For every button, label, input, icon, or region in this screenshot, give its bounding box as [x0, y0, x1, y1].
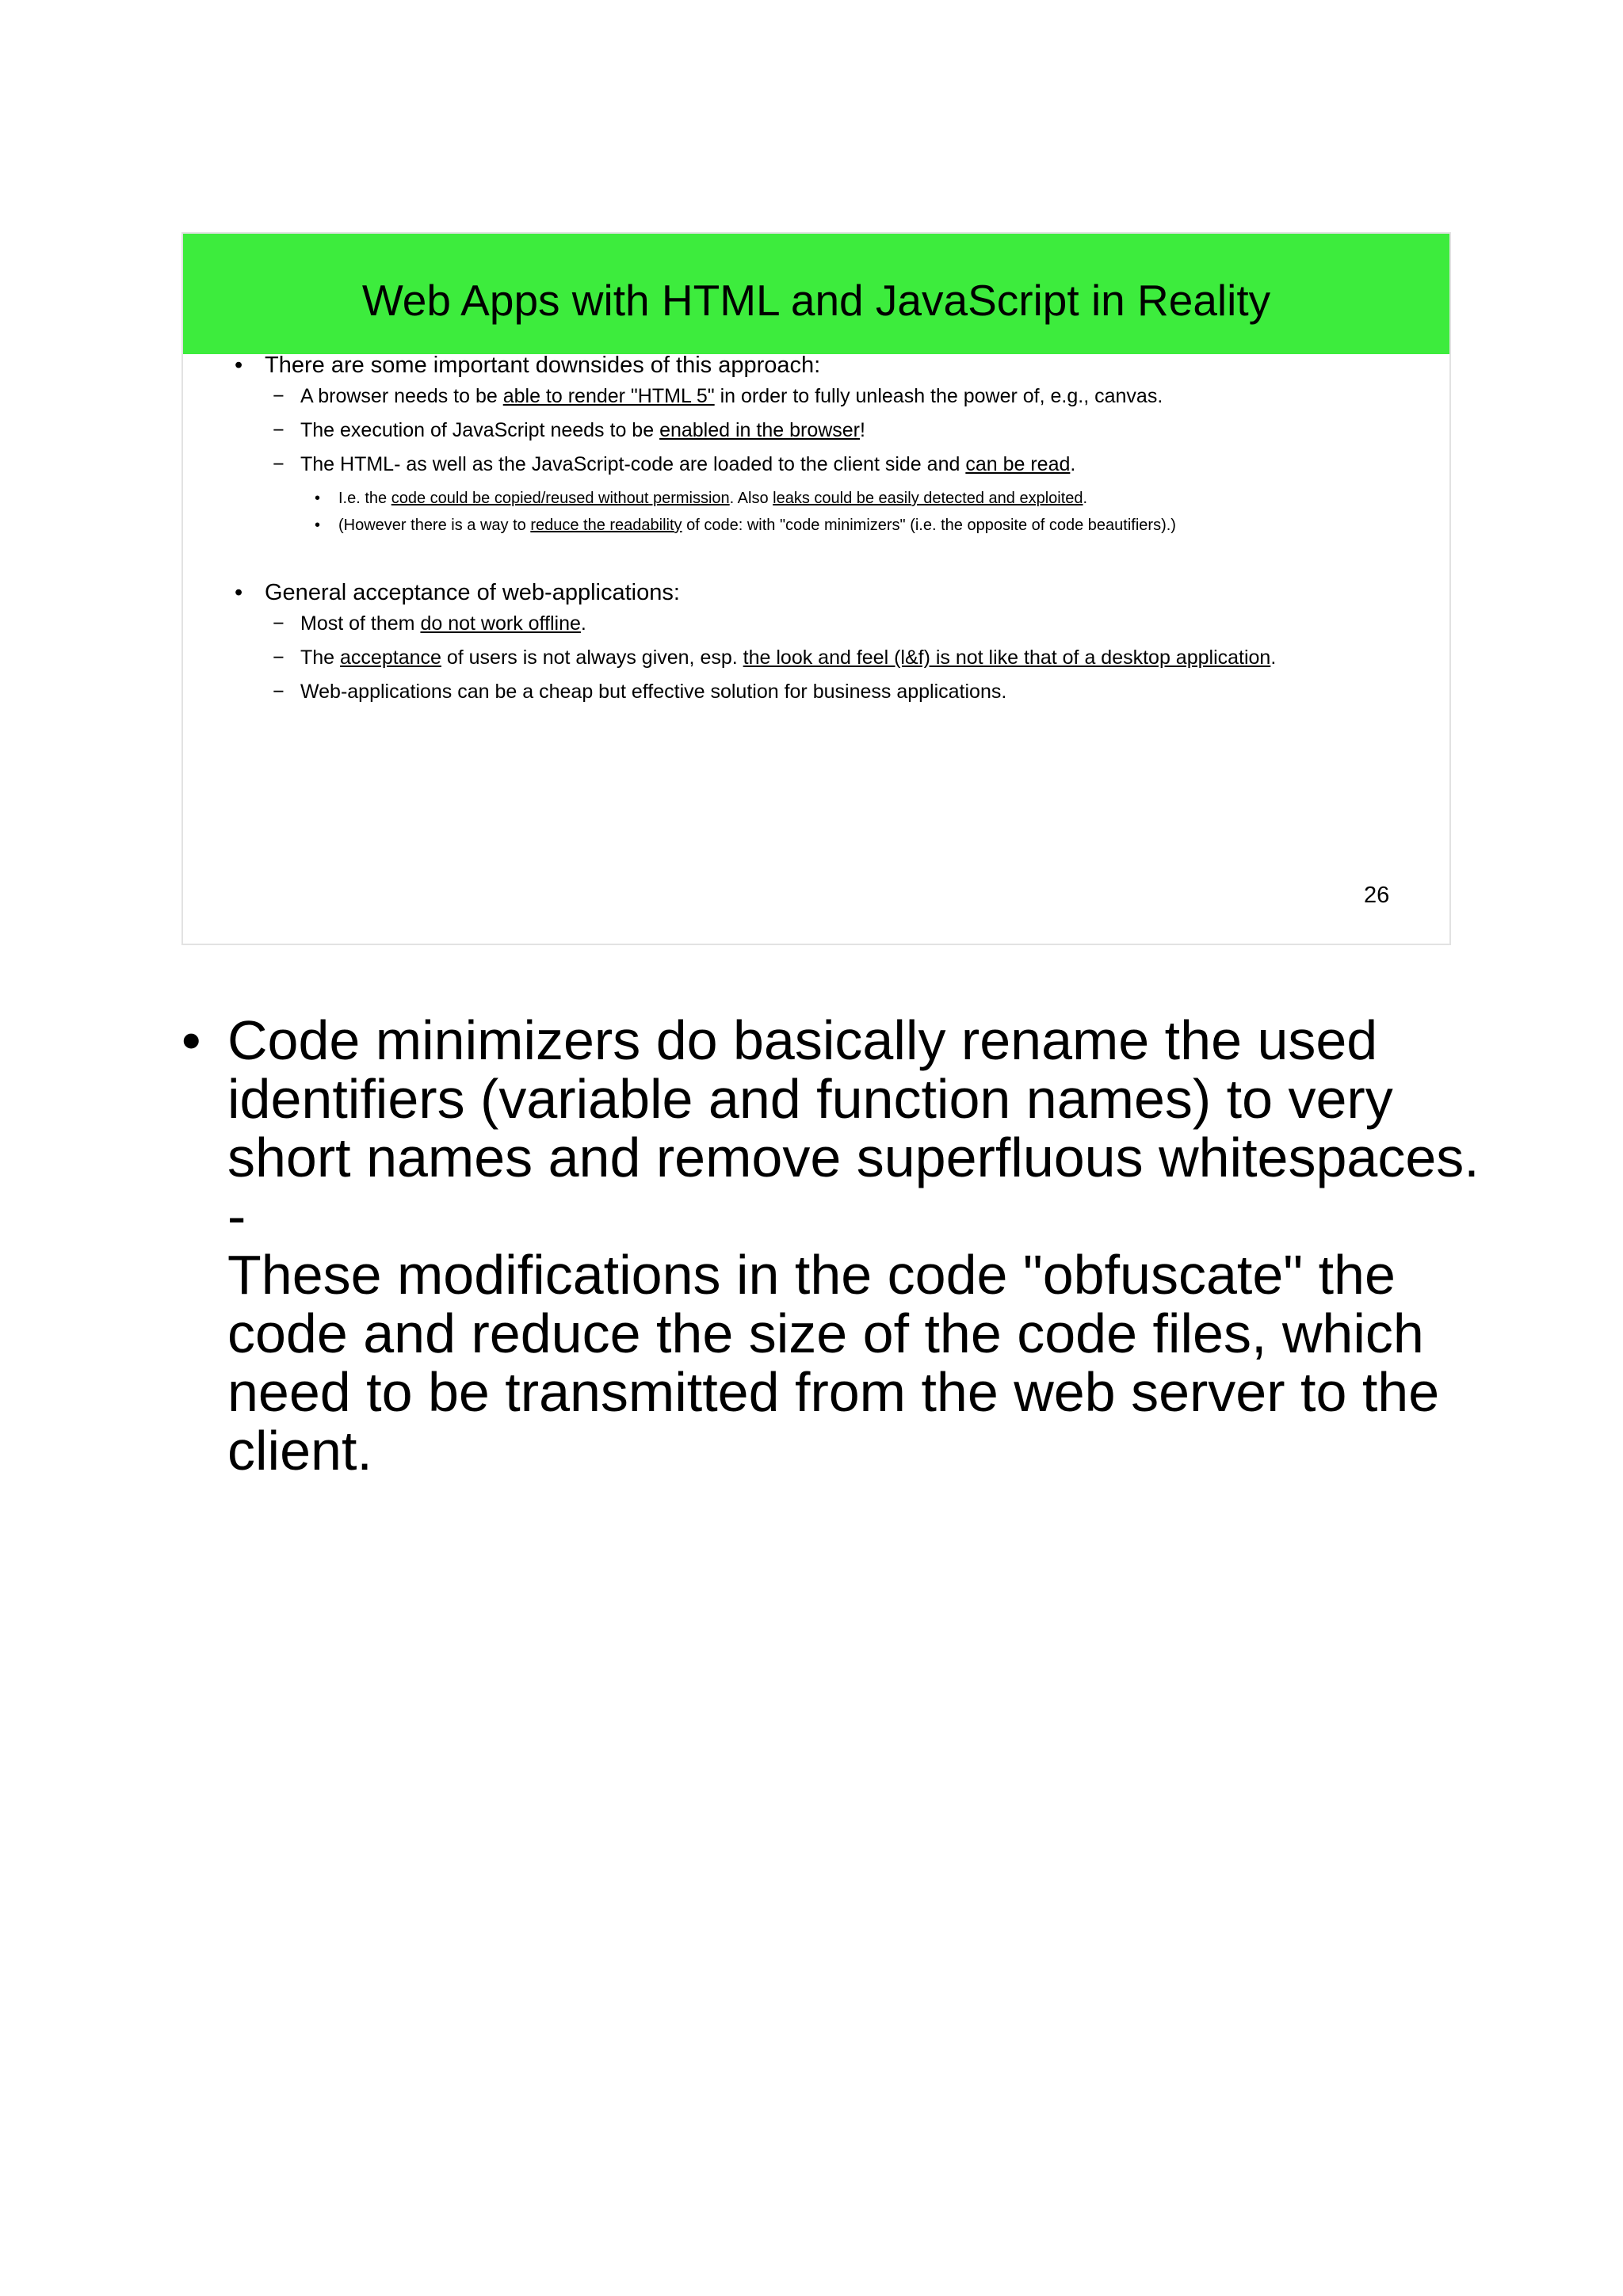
dash-icon: − — [273, 681, 285, 703]
underlined-phrase: able to render "HTML 5" — [502, 385, 715, 407]
sub-sub-bullet-text: . — [1083, 490, 1088, 507]
dash-icon: − — [273, 419, 285, 441]
sub-bullet-text: Most of them — [300, 612, 421, 635]
dash-icon: − — [273, 453, 285, 475]
sub-sub-bullet-text: of code: with "code minimizers" (i.e. the opposite of code beautifiers).) — [682, 517, 1176, 534]
slide-title: Web Apps with HTML and JavaScript in Reality — [361, 276, 1271, 325]
sub-sub-bullet-text: I.e. the — [338, 490, 391, 507]
bullet-icon: • — [315, 490, 321, 507]
underlined-phrase: acceptance — [340, 646, 441, 669]
sub-bullet-offline — [300, 612, 586, 635]
sub-sub-bullet-copied — [338, 488, 1087, 509]
slide — [181, 232, 1451, 945]
sub-bullet-text: of users is not always given, esp. — [441, 646, 743, 669]
sub-bullet-text: The execution of JavaScript needs to be — [300, 419, 660, 441]
sub-bullet-text: ! — [860, 419, 865, 441]
sub-bullet-text: . — [1270, 646, 1277, 669]
bullet-icon: • — [235, 580, 243, 605]
sub-bullet-text: . — [1070, 453, 1076, 475]
bullet-icon: • — [315, 517, 321, 534]
underlined-phrase: do not work offline — [420, 612, 581, 635]
bullet-text: There are some important downsides of this approach: — [265, 353, 821, 378]
bullet-text: General acceptance of web-applications: — [265, 580, 680, 605]
bullet-downsides — [265, 352, 820, 379]
underlined-phrase: the look and feel (l&f) is not like that of a desktop application — [743, 646, 1271, 669]
notes-text: Code minimizers do basically rename the used identifiers (variable and function names) to very short names and remove superfluous whitespaces. - These modifications in the code "obfuscate" the code and reduce the size of the code files, which need to be transmitted from the web server to the client. — [227, 1009, 1480, 1482]
sub-bullet-look-and-feel — [300, 646, 1276, 669]
sub-bullet-text: The HTML- as well as the JavaScript-code are loaded to the client side and — [300, 453, 966, 475]
sub-sub-bullet-minimizers — [338, 515, 1176, 536]
dash-icon: − — [273, 646, 285, 669]
underlined-phrase: can be read — [965, 453, 1071, 475]
dash-icon: − — [273, 385, 285, 407]
sub-bullet-text: The — [300, 646, 341, 669]
sub-bullet-javascript-enabled — [300, 418, 865, 442]
sub-bullet-html5 — [300, 384, 1163, 408]
bullet-acceptance — [265, 579, 680, 606]
underlined-phrase: reduce the readability — [530, 517, 682, 534]
sub-bullet-text: in order to fully unleash the power of, e.g., canvas. — [714, 385, 1163, 407]
slide-header — [183, 234, 1449, 354]
sub-bullet-text: Web-applications can be a cheap but effective solution for business applications. — [300, 681, 1007, 703]
underlined-phrase: enabled in the browser — [659, 419, 861, 441]
page-number: 26 — [1364, 883, 1390, 908]
underlined-phrase: code could be copied/reused without permission — [391, 490, 730, 507]
bullet-icon: • — [235, 353, 243, 378]
underlined-phrase: leaks could be easily detected and exploited — [773, 490, 1083, 507]
sub-sub-bullet-text: . Also — [729, 490, 773, 507]
sub-bullet-cheap-solution — [300, 680, 1006, 704]
sub-bullet-text: A browser needs to be — [300, 385, 503, 407]
dash-icon: − — [273, 612, 285, 635]
notes-bullet-icon: • — [181, 1009, 201, 1071]
sub-bullet-code-readable — [300, 452, 1075, 476]
sub-sub-bullet-text: (However there is a way to — [338, 517, 531, 534]
sub-bullet-text: . — [580, 612, 586, 635]
